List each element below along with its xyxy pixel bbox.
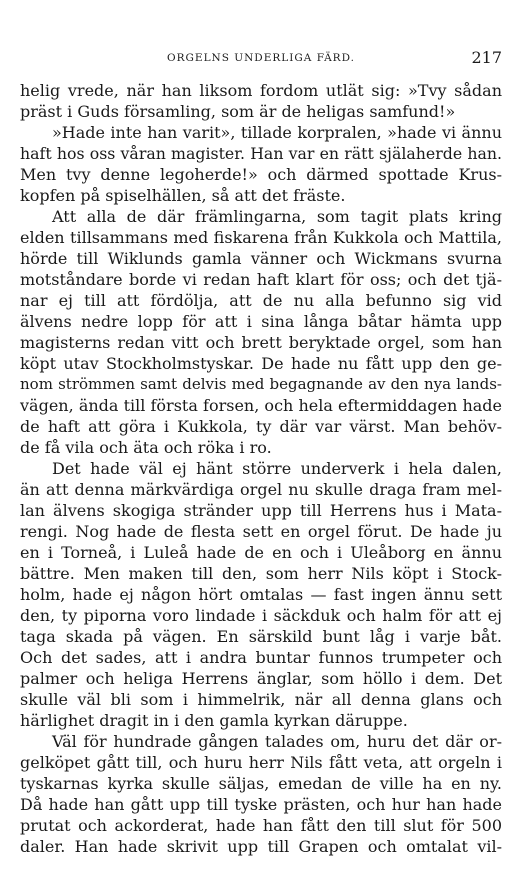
text-line: vägen, ända till första forsen, och hela eftermiddagen hade xyxy=(20,396,502,415)
text-line: Då hade han gått upp till tyske prästen, och hur han hade xyxy=(20,795,502,814)
text-line: kopfen på spiselhällen, så att det fräste. xyxy=(20,186,346,205)
text-line: härlighet dragit in i den gamla kyrkan däruppe. xyxy=(20,711,408,730)
text-line: helig vrede, när han liksom fordom utlät sig: »Tvy sådan xyxy=(20,81,502,100)
text-line: palmer och heliga Herrens änglar, som höllo i dem. Det xyxy=(20,669,502,688)
page-number: 217 xyxy=(471,48,502,67)
text-line: holm, hade ej någon hört omtalas — fast ingen ännu sett xyxy=(20,585,502,604)
text-line: den, ty piporna voro lindade i säckduk och halm för att ej xyxy=(20,606,502,625)
text-line: lan älvens skogiga stränder upp till Herrens hus i Mata- xyxy=(20,501,502,520)
text-line: Och det sades, att i andra buntar funnos trumpeter och xyxy=(20,648,502,667)
text-line: daler. Han hade skrivit upp till Grapen och omtalat vil- xyxy=(20,837,502,856)
text-line: haft hos oss våran magister. Han var en rätt själaherde han. xyxy=(20,144,502,163)
text-line: »Hade inte han varit», tillade korpralen, »hade vi ännu xyxy=(52,123,502,142)
text-line: rengi. Nog hade de flesta sett en orgel förut. De hade ju xyxy=(20,522,502,541)
text-line: nom strömmen samt delvis med begagnande av den nya lands- xyxy=(20,375,502,393)
text-line: Väl för hundrade gången talades om, huru det där or- xyxy=(52,732,502,751)
text-line: Men tvy denne legoherde!» och därmed spottade Krus- xyxy=(20,165,502,184)
text-line: taga skada på vägen. En särskild bunt låg i varje båt. xyxy=(20,627,502,646)
text-line: motståndare borde vi redan haft klart för oss; och det tjä- xyxy=(20,270,502,289)
text-line: präst i Guds församling, som är de heligas samfund!» xyxy=(20,102,456,121)
text-line: de få vila och äta och röka i ro. xyxy=(20,438,272,457)
text-line: Att alla de där främlingarna, som tagit plats kring xyxy=(52,207,502,226)
text-line: magisterns redan vitt och brett beryktade orgel, som han xyxy=(20,333,502,352)
running-head-title: ORGELNS UNDERLIGA FÄRD. xyxy=(167,52,355,64)
text-line: gelköpet gått till, och huru herr Nils fått veta, att orgeln i xyxy=(20,753,502,772)
text-line: de haft att göra i Kukkola, ty där var värst. Man behöv- xyxy=(20,417,502,436)
text-line: hörde till Wiklunds gamla vänner och Wickmans svurna xyxy=(20,249,502,268)
text-line: tyskarnas kyrka skulle säljas, emedan de ville ha en ny. xyxy=(20,774,502,793)
text-line: Det hade väl ej hänt större underverk i hela dalen, xyxy=(52,459,502,478)
text-line: nar ej till att fördölja, att de nu alla befunno sig vid xyxy=(20,291,502,310)
text-line: skulle väl bli som i himmelrik, när all denna glans och xyxy=(20,690,502,709)
body-text xyxy=(20,80,502,857)
text-line: bättre. Men maken till den, som herr Nils köpt i Stock- xyxy=(20,564,502,583)
text-line: älvens nedre lopp för att i sina långa båtar hämta upp xyxy=(20,312,502,331)
text-line: än att denna märkvärdiga orgel nu skulle draga fram mel- xyxy=(20,480,502,499)
text-line: en i Torneå, i Luleå hade de en och i Uleåborg en ännu xyxy=(20,543,502,562)
running-head xyxy=(20,48,502,68)
text-line: elden tillsammans med fiskarena från Kukkola och Mattila, xyxy=(20,228,502,247)
text-line: köpt utav Stockholmstyskar. De hade nu fått upp den ge- xyxy=(20,354,502,373)
text-line: prutat och ackorderat, hade han fått den till slut för 500 xyxy=(20,816,502,835)
